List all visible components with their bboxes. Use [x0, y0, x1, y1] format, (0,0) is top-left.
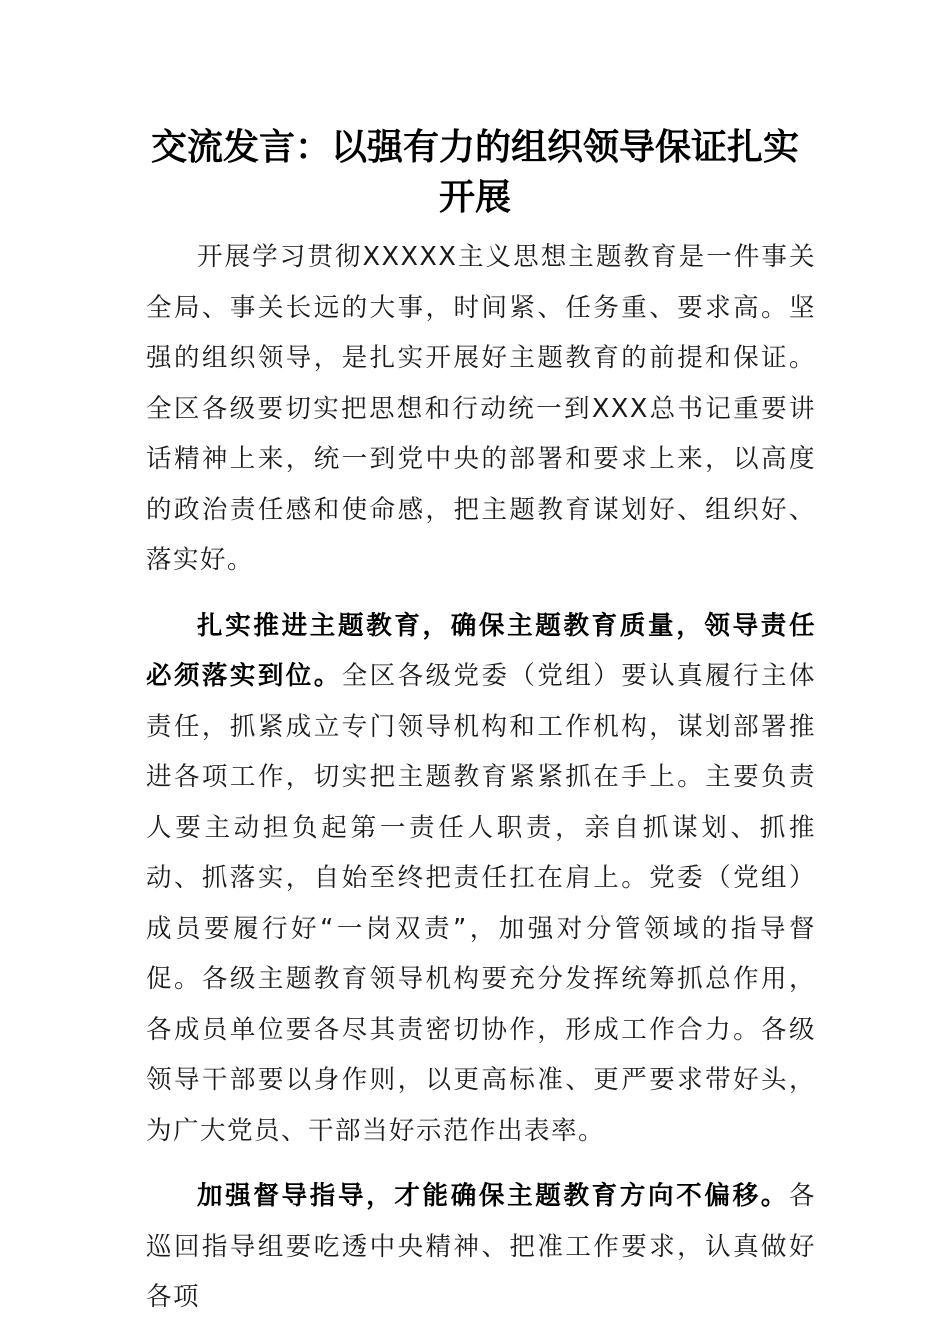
- paragraph-text: 全区各级党委（党组）要认真履行主体责任，抓紧成立专门领导机构和工作机构，谋划部署推进各项工作，切实把主题教育紧紧抓在手上。主要负责人要主动担负起第一责任人职责，亲自抓谋划、抓推动、抓落实，自始至终把责任扛在肩上。党委（党组）成员要履行好“一岗双责”，加强对分管领域的指导督促。各级主题教育领导机构要充分发挥统筹抓总作用，各成员单位要各尽其责密切协作，形成工作合力。各级领导干部要以身作则，以更高标准、更严要求带好头，为广大党员、干部当好示范作出表率。: [146, 661, 816, 1146]
- paragraph-lead: 扎实推进主题教育，确保主题教育质量，领导责任必须落实到位。: [146, 610, 816, 691]
- paragraph-supervision-guidance: [146, 1171, 816, 1323]
- paragraph-lead: 加强督导指导，才能确保主题教育方向不偏移。: [197, 1181, 789, 1211]
- document-title: 交流发言：以强有力的组织领导保证扎实开展: [150, 126, 799, 218]
- paragraph-text: 开展学习贯彻XXXXX主义思想主题教育是一件事关全局、事关长远的大事，时间紧、任务重、要求高。坚强的组织领导，是扎实开展好主题教育的前提和保证。全区各级要切实把思想和行动统一到XXX总书记重要讲话精神上来，统一到党中央的部署和要求上来，以高度的政治责任感和使命感，把主题教育谋划好、组织好、落实好。: [146, 242, 816, 575]
- paragraph-intro: [146, 232, 816, 586]
- document-body: [146, 232, 816, 1338]
- paragraph-leadership-responsibility: [146, 601, 816, 1157]
- paragraph-text: 各巡回指导组要吃透中央精神、把准工作要求，认真做好各项: [146, 1181, 816, 1312]
